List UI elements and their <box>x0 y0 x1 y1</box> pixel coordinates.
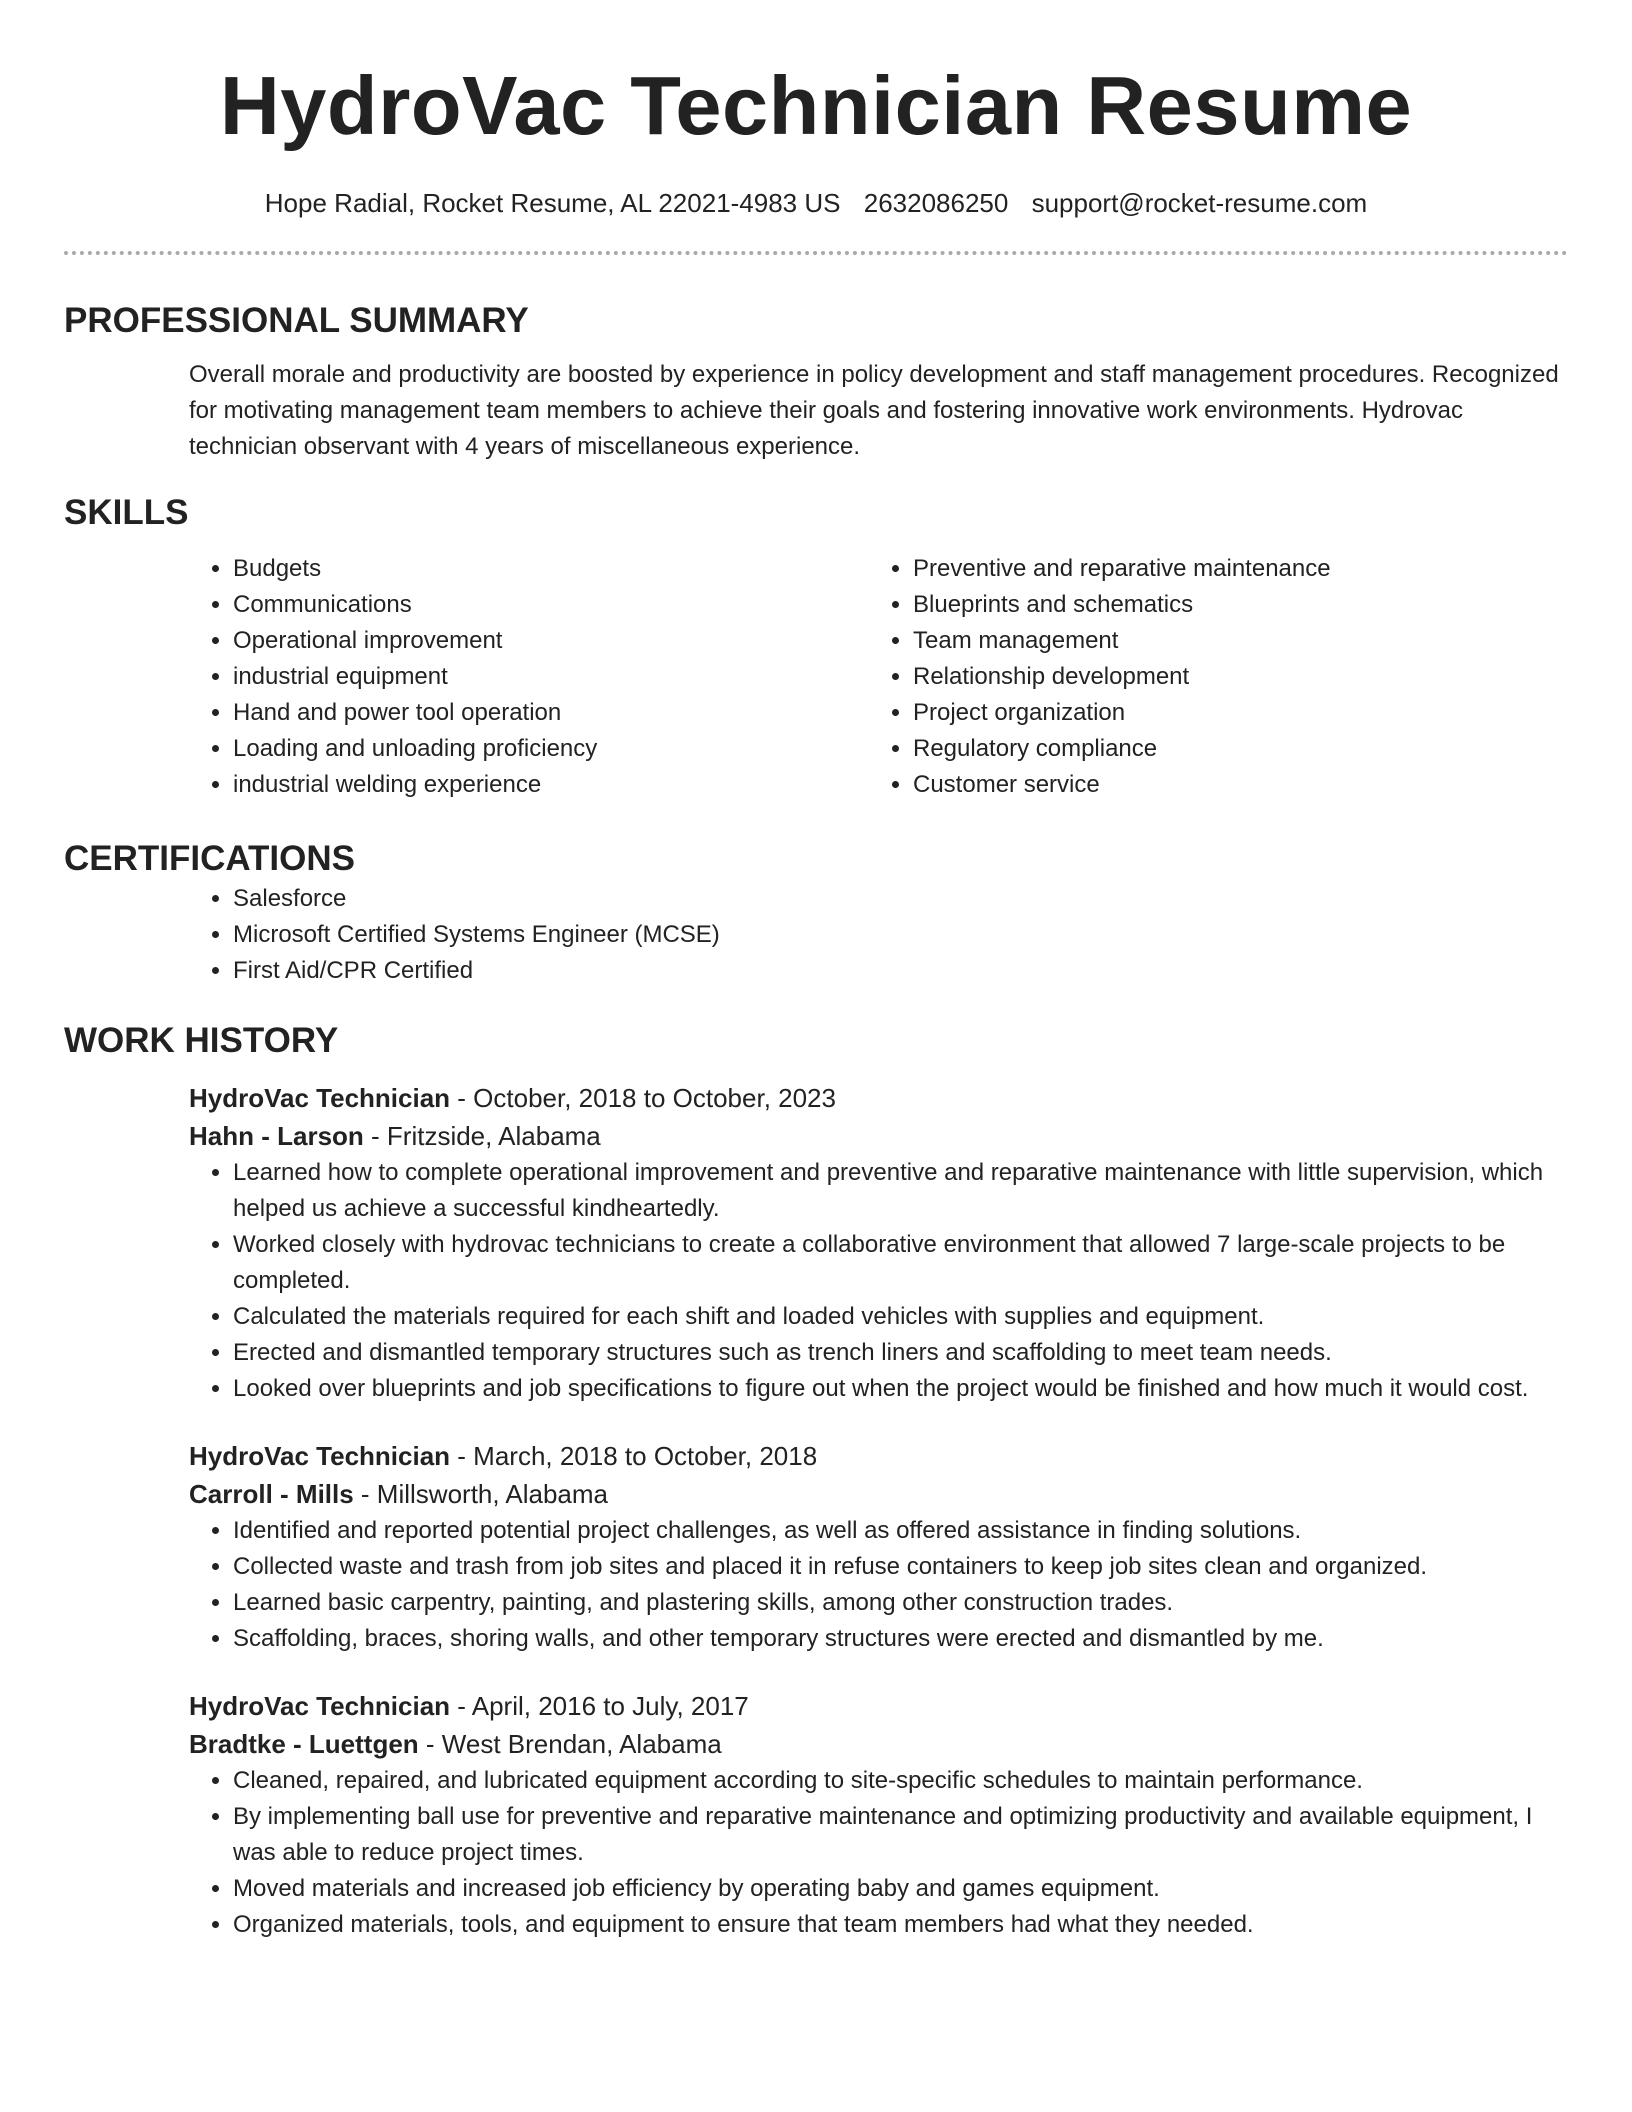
certifications-list <box>189 881 1568 989</box>
resume-title: HydroVac Technician Resume <box>219 59 1413 152</box>
skills-heading: SKILLS <box>64 493 189 532</box>
job-bullet: • Moved materials and increased job efficiency by operating baby and games equipment. <box>233 1871 1568 1907</box>
job-location: - Millsworth, Alabama <box>353 1479 609 1509</box>
job-bullet: • Collected waste and trash from job sites and placed it in refuse containers to keep job sites clean and organized. <box>233 1549 1568 1585</box>
header-divider <box>64 251 1568 255</box>
skill-item: • industrial equipment <box>233 659 869 695</box>
job-bullet: • Organized materials, tools, and equipment to ensure that team members had what they needed. <box>233 1907 1568 1943</box>
job-location: - Fritzside, Alabama <box>363 1121 601 1151</box>
job-bullet: • Cleaned, repaired, and lubricated equipment according to site-specific schedules to maintain performance. <box>233 1763 1568 1799</box>
certifications-heading: CERTIFICATIONS <box>64 839 356 878</box>
skill-item: • Team management <box>913 623 1469 659</box>
job-title-line <box>189 1437 1568 1475</box>
job-bullet: • Identified and reported potential project challenges, as well as offered assistance in finding solutions. <box>233 1513 1568 1549</box>
summary-text: Overall morale and productivity are boosted by experience in policy development and staff management procedures. Recognized for motivating management team members to achieve their goals and fostering innovative work environments. Hydrovac technician observant with 4 years of miscellaneous experience. <box>189 361 1559 460</box>
skills-column-right <box>869 551 1469 803</box>
work-history-heading: WORK HISTORY <box>64 1021 339 1060</box>
job-bullets <box>189 1155 1568 1407</box>
job-title: HydroVac Technician <box>189 1083 451 1113</box>
skill-item: • Operational improvement <box>233 623 869 659</box>
job-location: - West Brendan, Alabama <box>418 1729 722 1759</box>
skills-list-left <box>189 551 869 803</box>
work-history-body <box>64 1079 1568 1943</box>
skill-item: • Regulatory compliance <box>913 731 1469 767</box>
job-entry <box>189 1437 1568 1657</box>
job-title: HydroVac Technician <box>189 1691 451 1721</box>
job-bullets <box>189 1513 1568 1657</box>
job-company: Hahn - Larson <box>189 1121 364 1151</box>
job-dates: - April, 2016 to July, 2017 <box>450 1691 749 1721</box>
job-dates: - October, 2018 to October, 2023 <box>450 1083 836 1113</box>
job-entry <box>189 1079 1568 1407</box>
job-bullet: • Erected and dismantled temporary structures such as trench liners and scaffolding to meet team needs. <box>233 1335 1568 1371</box>
job-bullet: • Looked over blueprints and job specifications to figure out when the project would be finished and how much it would cost. <box>233 1371 1568 1407</box>
certification-item: • Microsoft Certified Systems Engineer (MCSE) <box>233 917 1568 953</box>
skill-item: • Budgets <box>233 551 869 587</box>
skill-item: • Communications <box>233 587 869 623</box>
job-bullet: • Scaffolding, braces, shoring walls, and other temporary structures were erected and dismantled by me. <box>233 1621 1568 1657</box>
job-company-line <box>189 1725 1568 1763</box>
job-title-line <box>189 1079 1568 1117</box>
job-company: Carroll - Mills <box>189 1479 354 1509</box>
skill-item: • Blueprints and schematics <box>913 587 1469 623</box>
job-title-line <box>189 1687 1568 1725</box>
job-company-line <box>189 1117 1568 1155</box>
skill-item: • Hand and power tool operation <box>233 695 869 731</box>
summary-heading: PROFESSIONAL SUMMARY <box>64 301 529 340</box>
job-title: HydroVac Technician <box>189 1441 451 1471</box>
contact-email: support@rocket-resume.com <box>1031 188 1368 218</box>
certification-item: • Salesforce <box>233 881 1568 917</box>
skill-item: • Project organization <box>913 695 1469 731</box>
skill-item: • industrial welding experience <box>233 767 869 803</box>
contact-line <box>64 186 1568 220</box>
job-bullets <box>189 1763 1568 1943</box>
job-bullet: • Worked closely with hydrovac technicians to create a collaborative environment that allowed 7 large-scale projects to be completed. <box>233 1227 1568 1299</box>
skill-item: • Relationship development <box>913 659 1469 695</box>
job-bullet: • Learned basic carpentry, painting, and plastering skills, among other construction trades. <box>233 1585 1568 1621</box>
skill-item: • Customer service <box>913 767 1469 803</box>
job-bullet: • Calculated the materials required for each shift and loaded vehicles with supplies and equipment. <box>233 1299 1568 1335</box>
skills-list-right <box>869 551 1469 803</box>
job-company-line <box>189 1475 1568 1513</box>
certification-item: • First Aid/CPR Certified <box>233 953 1568 989</box>
job-bullet: • By implementing ball use for preventive and reparative maintenance and optimizing productivity and available equipment, I was able to reduce project times. <box>233 1799 1568 1871</box>
contact-phone: 2632086250 <box>863 188 1009 218</box>
skill-item: • Loading and unloading proficiency <box>233 731 869 767</box>
job-bullet: • Learned how to complete operational improvement and preventive and reparative maintenance with little supervision, which helped us achieve a successful kindheartedly. <box>233 1155 1568 1227</box>
skills-column-left <box>189 551 869 803</box>
contact-address: Hope Radial, Rocket Resume, AL 22021-4983 US <box>264 188 841 218</box>
skill-item: • Preventive and reparative maintenance <box>913 551 1469 587</box>
job-entry <box>189 1687 1568 1943</box>
job-dates: - March, 2018 to October, 2018 <box>450 1441 818 1471</box>
job-company: Bradtke - Luettgen <box>189 1729 419 1759</box>
skills-grid <box>189 551 1568 803</box>
